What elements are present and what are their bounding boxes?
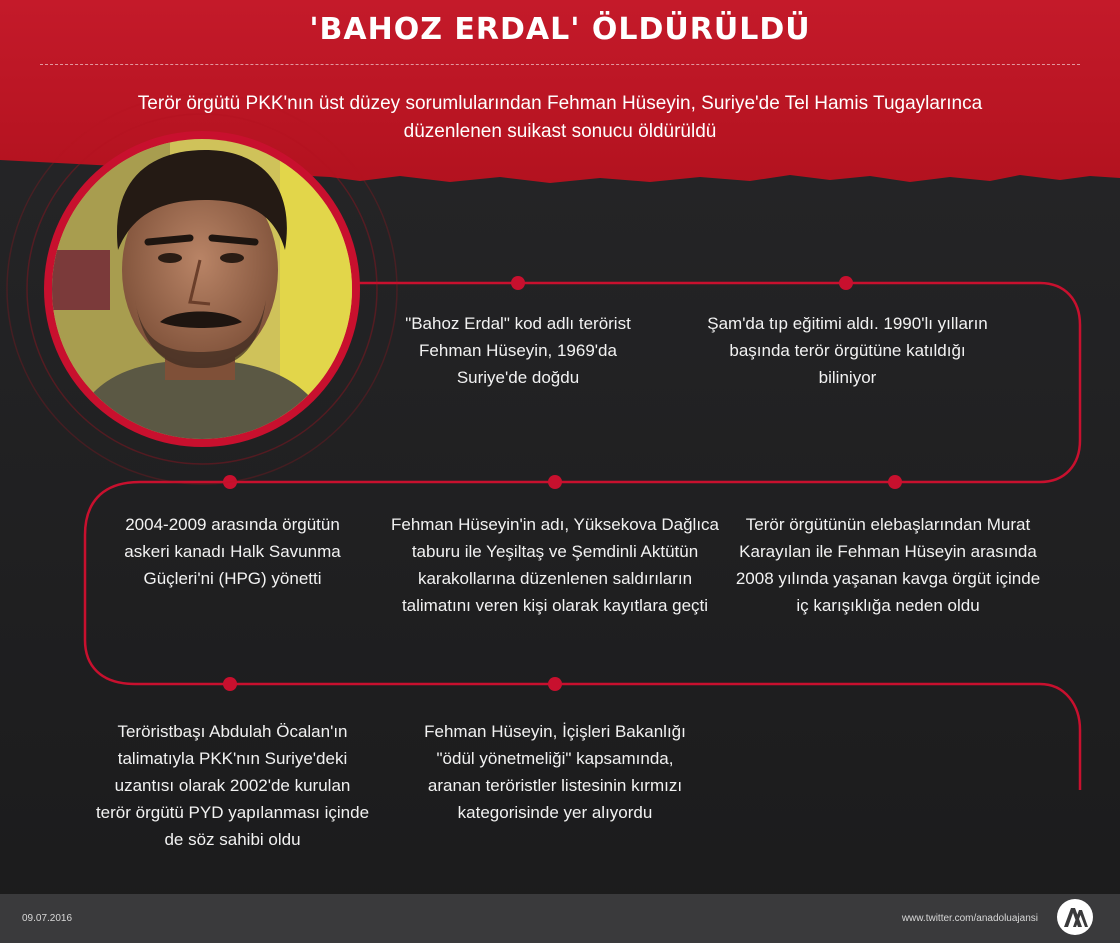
- anadolu-logo-icon: [1056, 898, 1094, 936]
- timeline-item: Terör örgütünün elebaşlarından Murat Karayılan ile Fehman Hüseyin arasında 2008 yılında yaşanan kavga örgüt içinde iç karışıklığa neden oldu: [735, 515, 1041, 615]
- timeline-dot: [548, 475, 562, 489]
- page-subtitle: Terör örgütü PKK'nın üst düzey sorumlularından Fehman Hüseyin, Suriye'de Tel Hamis Tugaylarınca düzenlenen suikast sonucu öldürüldü: [137, 93, 983, 142]
- page-title: 'BAHOZ ERDAL' ÖLDÜRÜLDÜ: [309, 12, 811, 47]
- footer-date: 09.07.2016: [22, 913, 73, 924]
- timeline-dot: [888, 475, 902, 489]
- timeline-item: Fehman Hüseyin, İçişleri Bakanlığı "ödül yönetmeliği" kapsamında, aranan teröristler listesinin kırmızı kategorisinde yer alıyordu: [424, 722, 686, 822]
- timeline-item: 2004-2009 arasında örgütün askeri kanadı Halk Savunma Güçleri'ni (HPG) yönetti: [124, 515, 341, 588]
- timeline-dot: [223, 677, 237, 691]
- timeline-dot: [511, 276, 525, 290]
- footer-twitter-link[interactable]: www.twitter.com/anadoluajansi: [901, 913, 1038, 924]
- timeline-item: Şam'da tıp eğitimi aldı. 1990'lı yılların başında terör örgütüne katıldığı biliniyor: [707, 314, 988, 387]
- title-divider: [40, 64, 1080, 65]
- timeline-item: Fehman Hüseyin'in adı, Yüksekova Dağlıca taburu ile Yeşiltaş ve Şemdinli Aktütün karakollarına düzenlenen saldırıların talimatını veren kişi olarak kayıtlara geçti: [391, 515, 719, 615]
- timeline-item: "Bahoz Erdal" kod adlı terörist Fehman Hüseyin, 1969'da Suriye'de doğdu: [405, 314, 631, 387]
- timeline-dot: [839, 276, 853, 290]
- timeline-dot: [548, 677, 562, 691]
- timeline-item: Teröristbaşı Abdulah Öcalan'ın talimatıyla PKK'nın Suriye'deki uzantısı olarak 2002'de kurulan terör örgütü PYD yapılanması içinde de söz sahibi oldu: [95, 722, 370, 849]
